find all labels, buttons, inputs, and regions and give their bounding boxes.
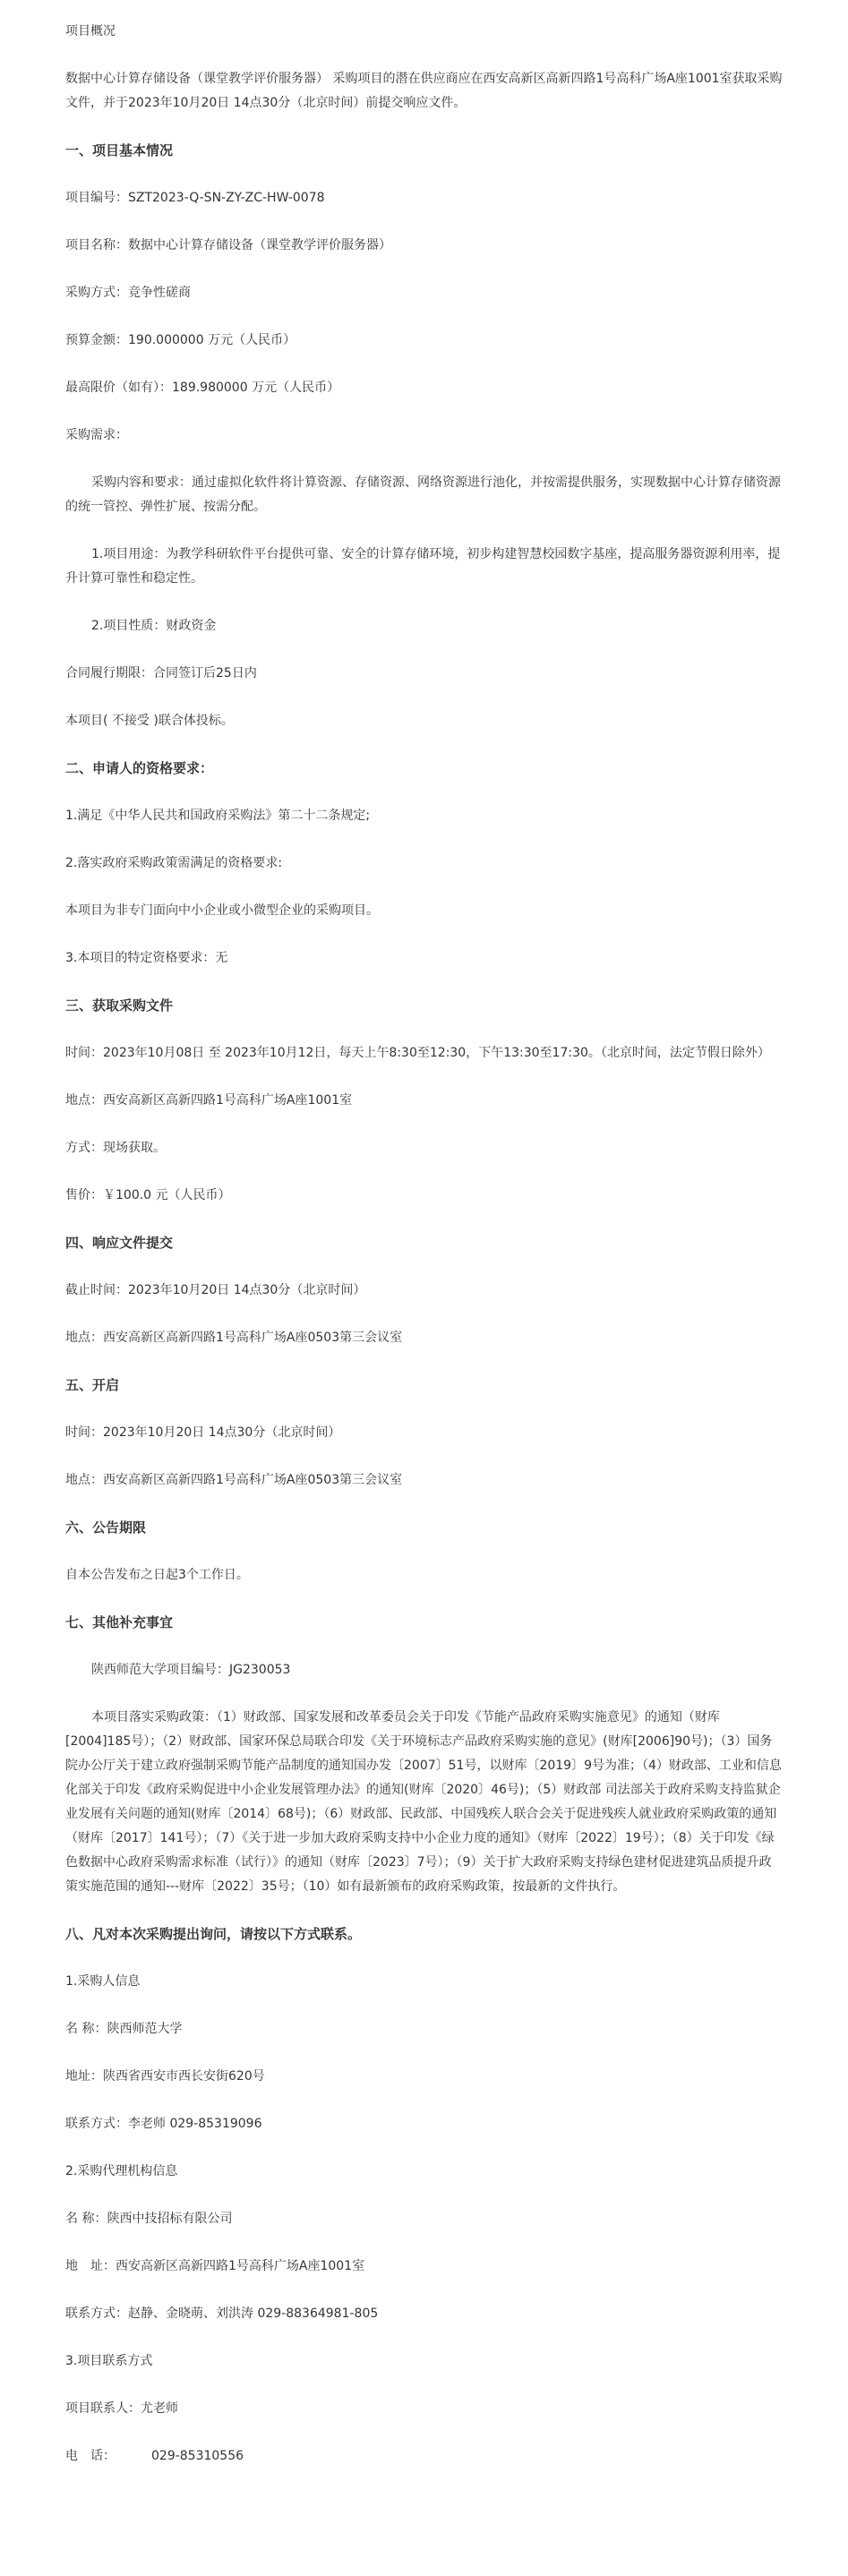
- submission-deadline: 截止时间：2023年10月20日 14点30分（北京时间）: [65, 1283, 366, 1297]
- demand-content: 采购内容和要求：通过虚拟化软件将计算资源、存储资源、网络资源进行池化，并按需提供服务，实现数据中心计算存储资源的统一管控、弹性扩展、按需分配。: [65, 475, 781, 514]
- qualification-item-1: 1.满足《中华人民共和国政府采购法》第二十二条规定;: [65, 809, 371, 823]
- agency-address: 地 址：西安高新区高新四路1号高科广场A座1001室: [65, 2259, 365, 2273]
- section8-heading: 八、凡对本次采购提出询问，请按以下方式联系。: [65, 1926, 362, 1942]
- contract-term: 合同履行期限：合同签订后25日内: [65, 666, 257, 680]
- qualification-item-3: 3.本项目的特定资格要求：无: [65, 951, 228, 965]
- obtain-place: 地点：西安高新区高新四路1号高科广场A座1001室: [65, 1093, 353, 1108]
- agency-name: 名 称：陕西中技招标有限公司: [65, 2212, 233, 2226]
- project-name: 项目名称：数据中心计算存储设备（课堂教学评价服务器）: [65, 238, 391, 252]
- consortium-note: 本项目( 不接受 )联合体投标。: [65, 714, 234, 728]
- budget-amount: 预算金额：190.000000 万元（人民币）: [65, 333, 296, 347]
- buyer-info-title: 1.采购人信息: [65, 1974, 141, 1989]
- section1-heading: 一、项目基本情况: [65, 142, 174, 158]
- project-contact-title: 3.项目联系方式: [65, 2354, 153, 2368]
- project-contact-person: 项目联系人：尤老师: [65, 2401, 178, 2416]
- qualification-item-2-text: 本项目为非专门面向中小企业或小微型企业的采购项目。: [65, 903, 379, 918]
- procurement-method: 采购方式：竞争性磋商: [65, 286, 191, 300]
- buyer-name: 名 称：陕西师范大学: [65, 2022, 183, 2036]
- overview-text: 数据中心计算存储设备（课堂教学评价服务器） 采购项目的潜在供应商应在西安高新区高新四路1号高科广场A座1001室获取采购文件，并于2023年10月20日 14点30分（北京时间）前提交响应文件。: [65, 72, 783, 110]
- section3-heading: 三、获取采购文件: [65, 997, 174, 1014]
- buyer-contact: 联系方式：李老师 029-85319096: [65, 2117, 262, 2131]
- document-price: 售价：￥100.0 元（人民币）: [65, 1188, 231, 1202]
- max-price: 最高限价（如有）：189.980000 万元（人民币）: [65, 381, 340, 395]
- overview-title: 项目概况: [65, 24, 116, 39]
- section5-heading: 五、开启: [65, 1377, 120, 1393]
- project-number: 项目编号：SZT2023-Q-SN-ZY-ZC-HW-0078: [65, 191, 325, 205]
- phone-label: 电 话：: [65, 2449, 116, 2463]
- project-nature: 2.项目性质：财政资金: [91, 619, 217, 633]
- opening-place: 地点：西安高新区高新四路1号高科广场A座0503第三会议室: [65, 1473, 403, 1487]
- qualification-item-2: 2.落实政府采购政策需满足的资格要求:: [65, 856, 283, 870]
- phone-number: 029-85310556: [151, 2449, 244, 2463]
- section4-heading: 四、响应文件提交: [65, 1235, 174, 1251]
- school-project-number: 陕西师范大学项目编号：JG230053: [91, 1663, 291, 1677]
- buyer-address: 地址：陕西省西安市西长安街620号: [65, 2069, 265, 2084]
- announcement-period: 自本公告发布之日起3个工作日。: [65, 1568, 249, 1582]
- agency-contact: 联系方式：赵静、金晓萌、刘洪涛 029-88364981-805: [65, 2306, 379, 2321]
- demand-label: 采购需求：: [65, 428, 128, 442]
- project-purpose: 1.项目用途：为教学科研软件平台提供可靠、安全的计算存储环境，初步构建智慧校园数字基座，提高服务器资源利用率，提升计算可靠性和稳定性。: [65, 547, 781, 586]
- section2-heading: 二、申请人的资格要求：: [65, 760, 214, 776]
- opening-time: 时间：2023年10月20日 14点30分（北京时间）: [65, 1425, 341, 1440]
- submission-place: 地点：西安高新区高新四路1号高科广场A座0503第三会议室: [65, 1331, 403, 1345]
- section7-heading: 七、其他补充事宜: [65, 1614, 174, 1630]
- procurement-policy: 本项目落实采购政策：（1）财政部、国家发展和改革委员会关于印发《节能产品政府采购实施意见》的通知（财库[2004]185号）；（2）财政部、国家环保总局联合印发《关于环境标志产品政府采购实施的意见》(财库[2006]90号)；（3）国务院办公厅关于建立政府强制采购节能产品制度的通知国办发〔2007〕51号，以财库〔2019〕9号为准；（4）财政部、工业和信息化部关于印发《政府采购促进中小企业发展管理办法》的通知(财库〔2020〕46号)；（5）财政部 司法部关于政府采购支持监狱企业发展有关问题的通知(财库〔2014〕68号)；（6）财政部、民政部、中国残疾人联合会关于促进残疾人就业政府采购政策的通知（财库〔2017〕141号）；（7）《关于进一步加大政府采购支持中小企业力度的通知》（财库〔2022〕19号）；（8）关于印发《绿色数据中心政府采购需求标准（试行）》的通知（财库〔2023〕7号）；（9）关于扩大政府采购支持绿色建材促进建筑品质提升政策实施范围的通知---财库〔2022〕35号；（10）如有最新颁布的政府采购政策，按最新的文件执行。: [65, 1710, 782, 1894]
- project-phone: [65, 2444, 783, 2469]
- obtain-time: 时间：2023年10月08日 至 2023年10月12日，每天上午8:30至12:30，下午13:30至17:30。（北京时间，法定节假日除外）: [65, 1046, 770, 1060]
- section6-heading: 六、公告期限: [65, 1519, 147, 1536]
- obtain-way: 方式：现场获取。: [65, 1141, 166, 1155]
- agency-info-title: 2.采购代理机构信息: [65, 2164, 178, 2178]
